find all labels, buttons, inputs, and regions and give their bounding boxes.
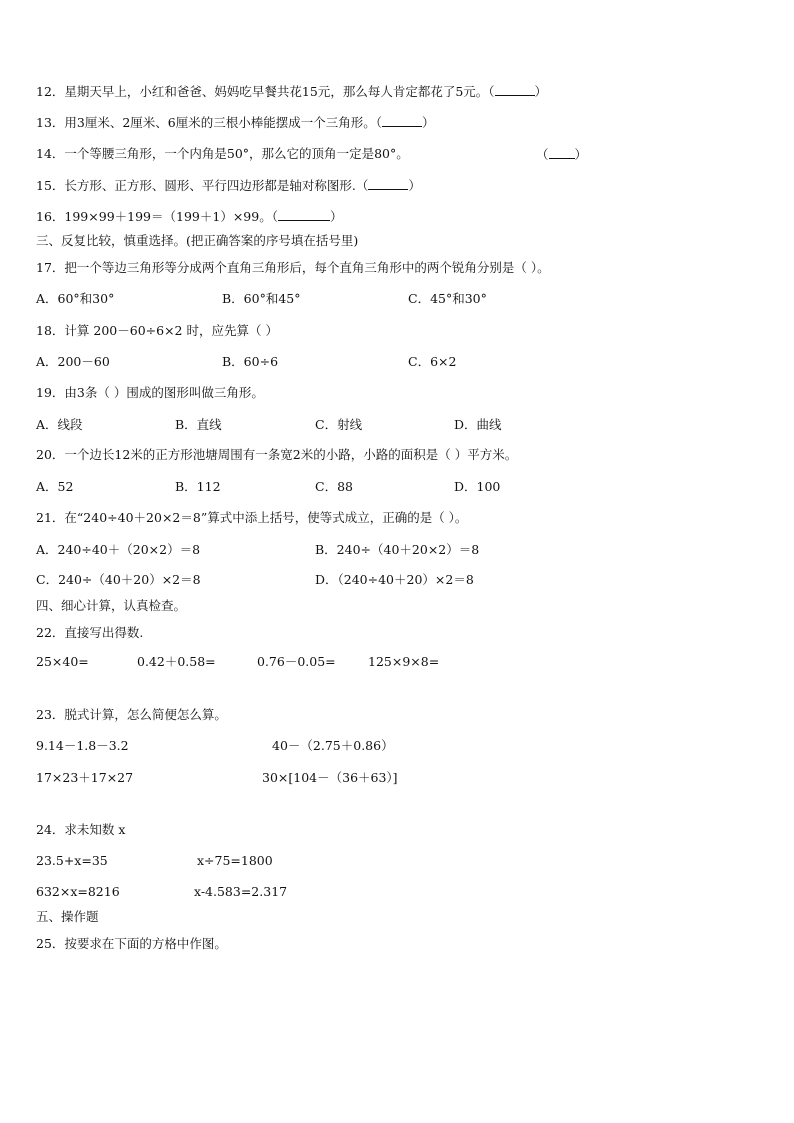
option-c[interactable]: C．240÷（40＋20）×2＝8 [36, 572, 201, 587]
calc-item: 0.42＋0.58= [137, 654, 216, 669]
question-20-stem: 20．一个边长12米的正方形池塘周围有一条宽2米的小路，小路的面积是（ ）平方米。 [36, 447, 518, 462]
answer-blank[interactable] [278, 208, 330, 221]
paren-close: ） [329, 209, 343, 224]
calc-item: 25×40= [36, 654, 89, 669]
option-a[interactable]: A．线段 [36, 417, 83, 432]
calc-item: 125×9×8= [368, 654, 440, 669]
answer-blank[interactable] [382, 114, 422, 127]
option-c[interactable]: C．88 [315, 479, 353, 494]
option-a[interactable]: A．200－60 [36, 354, 110, 369]
option-b[interactable]: B．60÷6 [222, 354, 279, 369]
paren-close: ） [408, 178, 421, 193]
paren-close: ） [574, 147, 588, 162]
section-4-heading: 四、细心计算，认真检查。 [36, 598, 187, 613]
option-b[interactable]: B．60°和45° [222, 291, 301, 306]
option-b[interactable]: B．240÷（40＋20×2）＝8 [315, 542, 480, 557]
calc-item: 17×23＋17×27 [36, 770, 134, 785]
question-18-stem: 18．计算 200－60÷6×2 时，应先算（ ） [36, 323, 278, 338]
option-c[interactable]: C．6×2 [408, 354, 457, 369]
equation-item: 23.5+x=35 [36, 853, 108, 868]
option-d[interactable]: D．100 [454, 479, 501, 494]
answer-blank[interactable] [368, 177, 408, 190]
question-12-text: 12．星期天早上，小红和爸爸、妈妈吃早餐共花15元，那么每人肯定都花了5元。（ [36, 84, 495, 99]
question-17-stem: 17．把一个等边三角形等分成两个直角三角形后，每个直角三角形中的两个锐角分别是（ ）。 [36, 260, 550, 275]
option-d[interactable]: D．曲线 [454, 417, 502, 432]
paren-open: （ [536, 147, 549, 162]
option-d[interactable]: D．（240÷40＋20）×2＝8 [315, 572, 474, 587]
equation-item: 632×x=8216 [36, 884, 120, 899]
question-24-stem: 24．求未知数 x [36, 822, 126, 837]
option-b[interactable]: B．112 [175, 479, 221, 494]
calc-item: 30×[104－（36＋63）] [262, 770, 398, 785]
answer-blank[interactable] [549, 146, 575, 159]
question-15 [36, 177, 421, 194]
question-13 [36, 114, 435, 131]
option-c[interactable]: C．45°和30° [408, 291, 487, 306]
question-14-answer [536, 146, 587, 163]
question-19-stem: 19．由3条（ ）围成的图形叫做三角形。 [36, 385, 264, 400]
option-a[interactable]: A．60°和30° [36, 291, 115, 306]
question-14-text: 14．一个等腰三角形，一个内角是50°，那么它的顶角一定是80°。 [36, 146, 409, 161]
question-23-stem: 23．脱式计算，怎么简便怎么算。 [36, 707, 227, 722]
question-12 [36, 83, 547, 100]
calc-item: 9.14－1.8－3.2 [36, 738, 129, 753]
paren-close: ） [534, 84, 548, 99]
question-14 [36, 146, 409, 162]
question-16 [36, 208, 342, 225]
section-5-heading: 五、操作题 [36, 909, 99, 924]
option-a[interactable]: A．52 [36, 479, 74, 494]
option-a[interactable]: A．240÷40＋（20×2）＝8 [36, 542, 201, 557]
calc-item: 40－（2.75＋0.86） [272, 738, 394, 753]
answer-blank[interactable] [495, 83, 535, 96]
question-13-text: 13．用3厘米、2厘米、6厘米的三根小棒能摆成一个三角形。（ [36, 115, 383, 130]
option-c[interactable]: C．射线 [315, 417, 363, 432]
equation-item: x÷75=1800 [197, 853, 273, 868]
question-15-text: 15．长方形、正方形、圆形、平行四边形都是轴对称图形.（ [36, 178, 369, 193]
question-16-text: 16．199×99＋199＝（199＋1）×99。（ [36, 209, 278, 224]
question-22-stem: 22．直接写出得数. [36, 625, 144, 640]
calc-item: 0.76－0.05= [257, 654, 336, 669]
option-b[interactable]: B．直线 [175, 417, 222, 432]
section-3-heading: 三、反复比较，慎重选择。(把正确答案的序号填在括号里) [36, 233, 359, 248]
paren-close: ） [422, 115, 435, 130]
equation-item: x-4.583=2.317 [194, 884, 288, 899]
question-25-stem: 25．按要求在下面的方格中作图。 [36, 936, 227, 951]
question-21-stem: 21．在“240÷40＋20×2＝8”算式中添上括号，使等式成立，正确的是（ ）。 [36, 510, 468, 525]
